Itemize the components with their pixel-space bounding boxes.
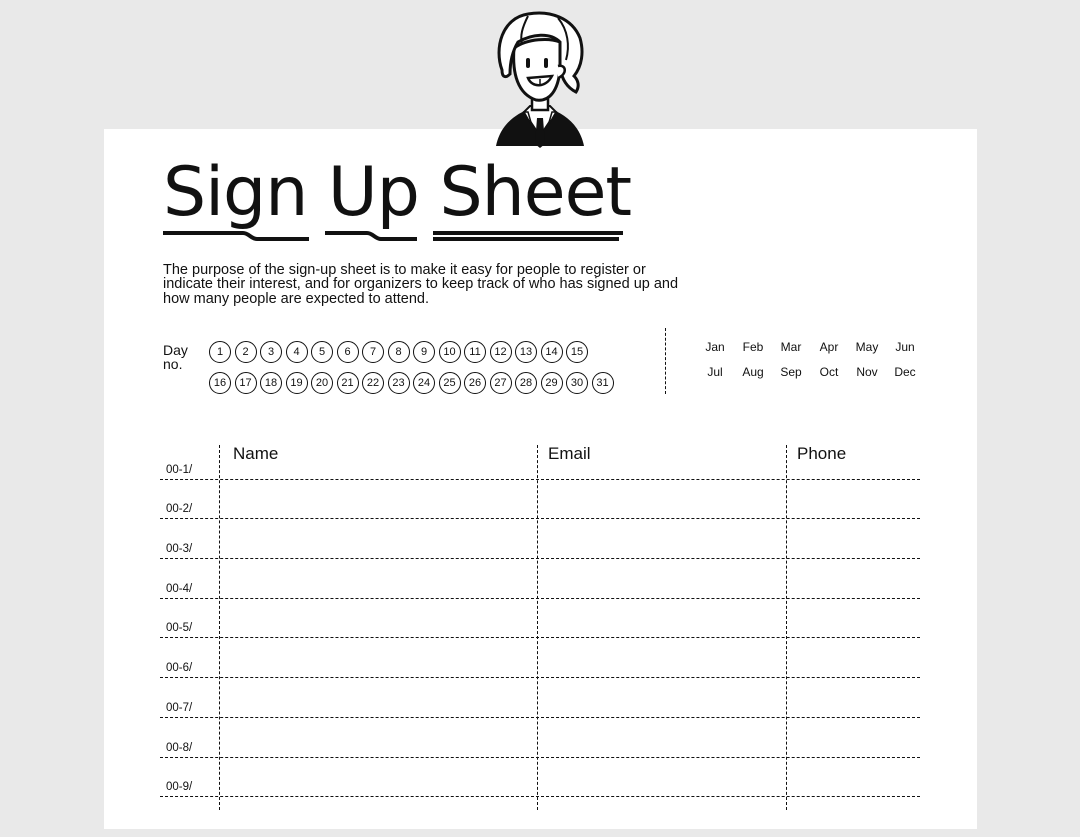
month-option[interactable]: Nov <box>856 365 878 379</box>
month-option[interactable]: Jul <box>707 365 723 379</box>
row-number: 00-2/ <box>166 503 193 516</box>
day-option[interactable]: 27 <box>490 372 512 394</box>
table-row[interactable] <box>160 480 920 520</box>
month-option[interactable]: May <box>855 340 879 354</box>
day-option[interactable]: 22 <box>362 372 384 394</box>
row-number: 00-1/ <box>166 463 193 476</box>
page-title: Sign Up Sheet <box>163 153 632 232</box>
day-option[interactable]: 18 <box>260 372 282 394</box>
mascot-illustration <box>488 8 592 150</box>
table-row[interactable] <box>160 519 920 559</box>
column-divider <box>786 445 787 810</box>
day-option[interactable]: 1 <box>209 341 231 363</box>
day-option[interactable]: 21 <box>337 372 359 394</box>
row-number: 00-9/ <box>166 781 193 794</box>
column-divider <box>219 445 220 810</box>
month-option[interactable]: Oct <box>819 365 839 379</box>
day-number-label: Day no. <box>163 342 188 372</box>
table-row[interactable] <box>160 758 920 798</box>
day-option[interactable]: 6 <box>337 341 359 363</box>
day-row-2 <box>209 372 614 394</box>
day-option[interactable]: 2 <box>235 341 257 363</box>
table-rows <box>160 440 920 837</box>
day-option[interactable]: 29 <box>541 372 563 394</box>
day-option[interactable]: 8 <box>388 341 410 363</box>
month-option[interactable]: Aug <box>742 365 764 379</box>
month-option[interactable]: Feb <box>742 340 764 354</box>
description-text: The purpose of the sign-up sheet is to make it easy for people to register or indicate their interest, and for organizers to keep track of who has signed up and how many people are expected to attend. <box>163 261 679 308</box>
month-option[interactable]: Dec <box>894 365 916 379</box>
table-row[interactable] <box>160 599 920 639</box>
day-option[interactable]: 23 <box>388 372 410 394</box>
month-option[interactable]: Jun <box>895 340 915 354</box>
row-number: 00-8/ <box>166 741 193 754</box>
row-number: 00-3/ <box>166 543 193 556</box>
day-option[interactable]: 16 <box>209 372 231 394</box>
day-option[interactable]: 5 <box>311 341 333 363</box>
day-option[interactable]: 26 <box>464 372 486 394</box>
table-row[interactable] <box>160 678 920 718</box>
day-option[interactable]: 28 <box>515 372 537 394</box>
month-option[interactable]: Apr <box>819 340 839 354</box>
day-option[interactable]: 4 <box>286 341 308 363</box>
day-option[interactable]: 13 <box>515 341 537 363</box>
day-option[interactable]: 31 <box>592 372 614 394</box>
row-number: 00-6/ <box>166 662 193 675</box>
title-underline <box>163 230 623 242</box>
day-option[interactable]: 20 <box>311 372 333 394</box>
month-option[interactable]: Mar <box>780 340 802 354</box>
row-number: 00-4/ <box>166 582 193 595</box>
day-option[interactable]: 14 <box>541 341 563 363</box>
signup-table <box>160 440 920 810</box>
day-option[interactable]: 25 <box>439 372 461 394</box>
column-header-email: Email <box>548 444 591 463</box>
row-number: 00-7/ <box>166 701 193 714</box>
day-option[interactable]: 15 <box>566 341 588 363</box>
column-header-name: Name <box>233 444 279 463</box>
day-option[interactable]: 12 <box>490 341 512 363</box>
day-option[interactable]: 11 <box>464 341 486 363</box>
day-row-1 <box>209 341 588 363</box>
month-option[interactable]: Sep <box>780 365 802 379</box>
month-selector <box>696 339 924 380</box>
column-header-phone: Phone <box>797 444 847 463</box>
day-option[interactable]: 30 <box>566 372 588 394</box>
table-row[interactable] <box>160 638 920 678</box>
month-option[interactable]: Jan <box>705 340 725 354</box>
day-option[interactable]: 3 <box>260 341 282 363</box>
column-divider <box>537 445 538 810</box>
table-row[interactable] <box>160 559 920 599</box>
section-divider <box>665 328 666 394</box>
day-option[interactable]: 7 <box>362 341 384 363</box>
row-number: 00-5/ <box>166 622 193 635</box>
day-option[interactable]: 19 <box>286 372 308 394</box>
day-option[interactable]: 24 <box>413 372 435 394</box>
table-row[interactable] <box>160 797 920 837</box>
table-row[interactable] <box>160 718 920 758</box>
day-option[interactable]: 17 <box>235 372 257 394</box>
day-option[interactable]: 10 <box>439 341 461 363</box>
day-option[interactable]: 9 <box>413 341 435 363</box>
